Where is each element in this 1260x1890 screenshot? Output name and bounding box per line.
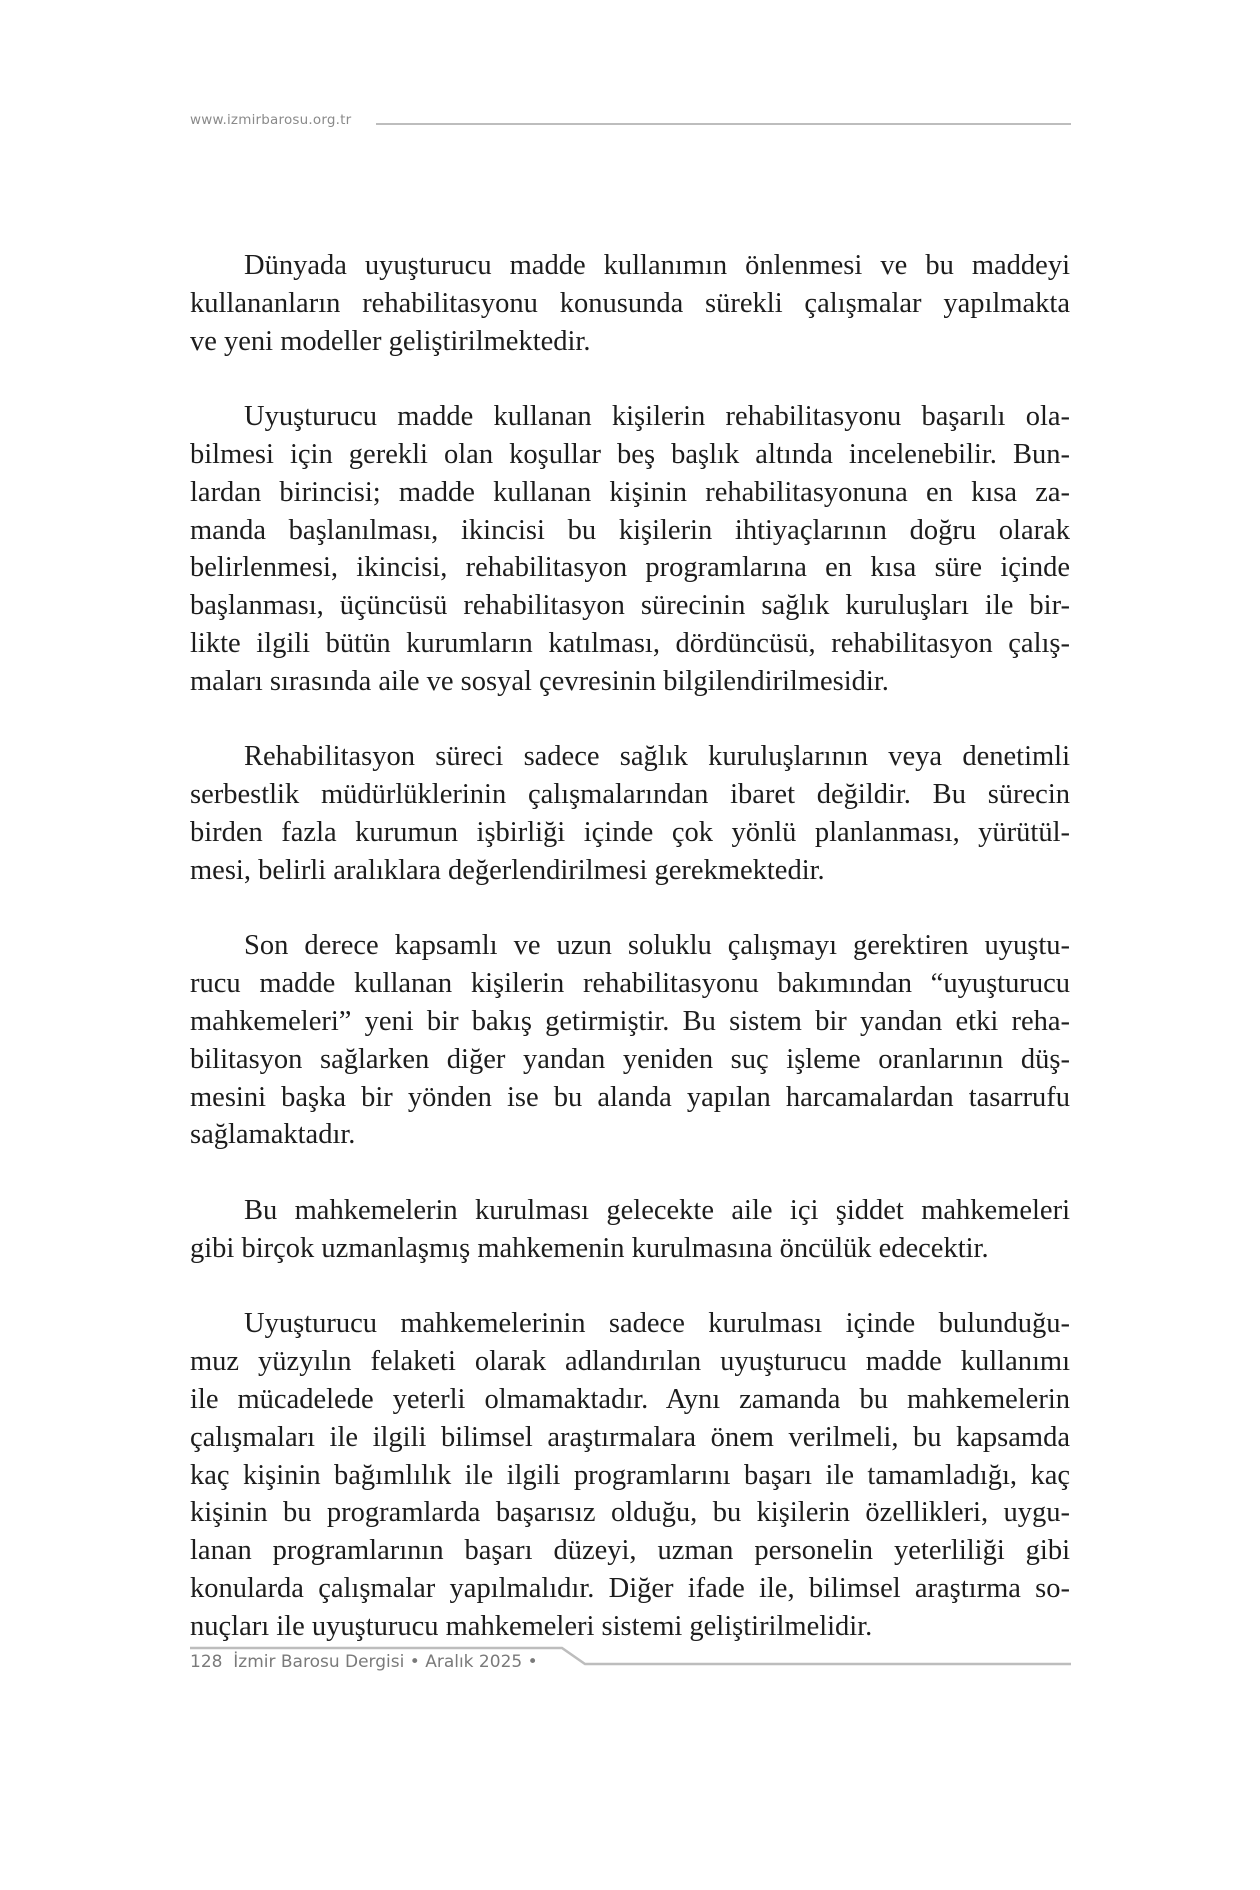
paragraph-6 (190, 1305, 1070, 1645)
text-line: rucu madde kullanan kişilerin rehabilitasyonu bakımından “uyuşturucu (190, 968, 1070, 1000)
text-line: bilmesi için gerekli olan koşullar beş başlık altında incelenebilir. Bun- (190, 438, 1070, 470)
text-line: Dünyada uyuşturucu madde kullanımın önlenmesi ve bu maddeyi (244, 250, 1070, 281)
text-line: ile mücadelede yeterli olmamaktadır. Aynı zamanda bu mahkemelerin (190, 1383, 1070, 1415)
text-line: Bu mahkemelerin kurulması gelecekte aile içi şiddet mahkemeleri (244, 1194, 1070, 1226)
text-line: manda başlanılması, ikincisi bu kişilerin ihtiyaçlarının doğru olarak (190, 514, 1070, 546)
bullet-separator: • (409, 1652, 420, 1672)
text-line: başlanması, üçüncüsü rehabilitasyon sürecinin sağlık kuruluşları ile bir- (190, 590, 1070, 622)
text-line: maları sırasında aile ve sosyal çevresinin bilgilendirilmesidir. (190, 665, 889, 697)
text-line: nuçları ile uyuşturucu mahkemeleri sistemi geliştirilmelidir. (190, 1610, 873, 1642)
text-line: kişinin bu programlarda başarısız olduğu, bu kişilerin özellikleri, uygu- (190, 1497, 1070, 1529)
text-line: muz yüzyılın felaketi olarak adlandırılan uyuşturucu madde kullanımı (190, 1346, 1070, 1378)
header-url: www.izmirbarosu.org.tr (190, 112, 352, 128)
text-line: kullananların rehabilitasyonu konusunda sürekli çalışmalar yapılmakta (190, 287, 1070, 319)
paragraph-2 (190, 398, 1070, 700)
bullet-separator: • (527, 1652, 538, 1672)
text-line: serbestlik müdürlüklerinin çalışmalarından ibaret değildir. Bu sürecin (190, 779, 1070, 811)
text-line: çalışmaları ile ilgili bilimsel araştırmalara önem verilmeli, bu kapsamda (190, 1421, 1070, 1453)
publication-name: İzmir Barosu Dergisi (233, 1652, 405, 1672)
page-header (190, 110, 1071, 134)
article-body (190, 247, 1070, 1683)
text-line: mahkemeleri” yeni bir bakış getirmiştir. Bu sistem bir yandan etki reha- (190, 1005, 1070, 1037)
paragraph-4 (190, 927, 1070, 1154)
text-line: konularda çalışmalar yapılmalıdır. Diğer ifade ile, bilimsel araştırma so- (190, 1572, 1070, 1604)
page-number: 128 (190, 1652, 223, 1672)
text-line: mesini başka bir yönden ise bu alanda yapılan harcamalardan tasarrufu (190, 1081, 1070, 1113)
text-line: likte ilgili bütün kurumların katılması, dördüncüsü, rehabilitasyon çalış- (190, 627, 1070, 659)
text-line: birden fazla kurumun işbirliği içinde çok yönlü planlanması, yürütül- (190, 816, 1070, 848)
text-line: lanan programlarının başarı düzeyi, uzman personelin yeterliliği gibi (190, 1535, 1070, 1567)
text-line: Son derece kapsamlı ve uzun soluklu çalışmayı gerektiren uyuştu- (244, 930, 1070, 962)
text-line: bilitasyon sağlarken diğer yandan yeniden suç işleme oranlarının düş- (190, 1043, 1070, 1075)
page-footer (190, 1640, 1071, 1680)
text-line: mesi, belirli aralıklara değerlendirilmesi gerekmektedir. (190, 854, 825, 886)
text-line: Uyuşturucu mahkemelerinin sadece kurulması içinde bulunduğu- (244, 1308, 1070, 1340)
paragraph-3 (190, 738, 1070, 889)
issue-date: Aralık 2025 (425, 1652, 523, 1672)
text-line: Uyuşturucu madde kullanan kişilerin rehabilitasyonu başarılı ola- (244, 401, 1070, 433)
text-line: ve yeni modeller geliştirilmektedir. (190, 325, 591, 357)
text-line: kaç kişinin bağımlılık ile ilgili programlarını başarı ile tamamladığı, kaç (190, 1459, 1070, 1491)
paragraph-5 (190, 1192, 1070, 1268)
text-line: gibi birçok uzmanlaşmış mahkemenin kurulmasına öncülük edecektir. (190, 1232, 989, 1264)
paragraph-1 (190, 247, 1070, 360)
text-line: sağlamaktadır. (190, 1119, 356, 1151)
text-line: Rehabilitasyon süreci sadece sağlık kuruluşlarının veya denetimli (244, 741, 1070, 773)
text-line: lardan birincisi; madde kullanan kişinin rehabilitasyonuna en kısa za- (190, 476, 1070, 508)
footer-text (190, 1652, 538, 1672)
header-rule (376, 123, 1071, 125)
text-line: belirlenmesi, ikincisi, rehabilitasyon programlarına en kısa süre içinde (190, 552, 1070, 584)
